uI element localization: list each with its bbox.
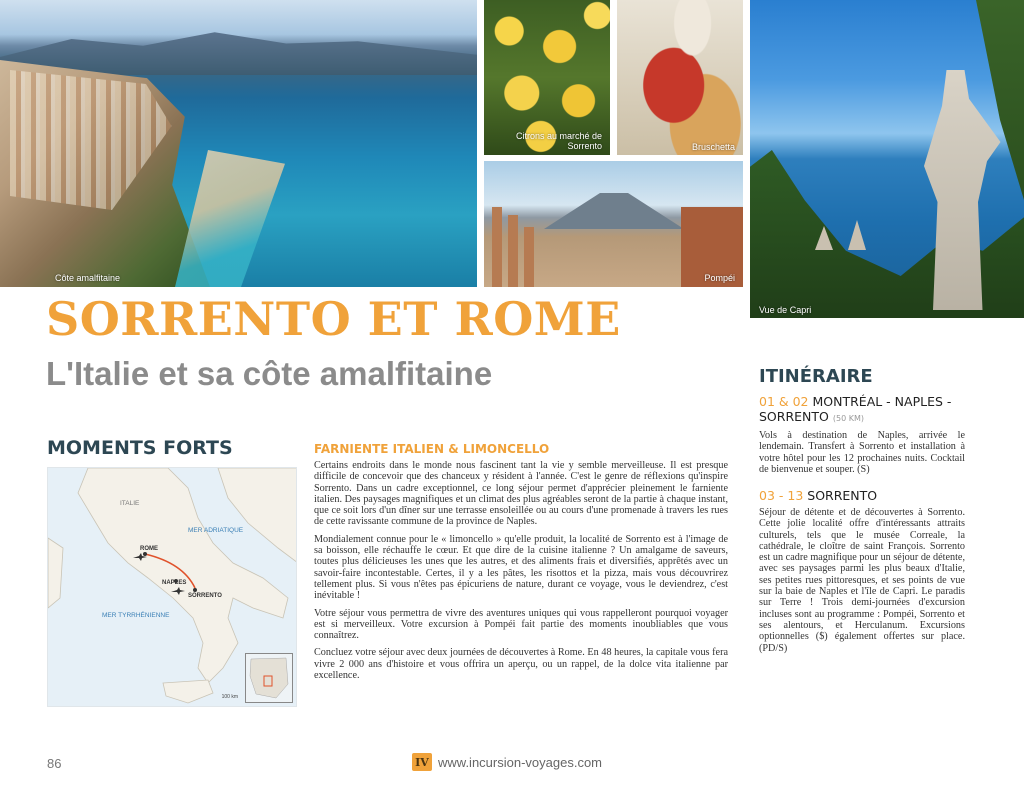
itinerary-day-number: 03 - 13 — [759, 488, 804, 503]
photo-caption: Bruschetta — [691, 142, 735, 152]
photo-caption: Pompéi — [704, 273, 735, 283]
capri-photo — [750, 0, 1024, 318]
itinerary-distance: (50 KM) — [832, 414, 864, 423]
itinerary-place: SORRENTO — [807, 488, 878, 503]
photo-caption: Citrons au marché de Sorrento — [515, 131, 602, 152]
article-paragraph: Mondialement connue pour le « limoncello » qu'elle produit, la localité de Sorrento est à l'image de sa boisson, elle réchauffe le cœur. Et que dire de la cuisine italienne ? Un amalgame de saveurs, toutes plus délicieuses les unes que les autres, et des aliments frais et diversifiés, apprêtés avec un savoir-faire incontestable. Certes, il y a les pâtes, les risottos et la pizza, mais vous découvrirez tellement plus. Si vous n'êtes pas épicuriens de nature, durant ce voyage, vous le deviendrez, c'est inévitable ! — [314, 533, 728, 602]
page-number: 86 — [47, 756, 62, 771]
article-heading: FARNIENTE ITALIEN & LIMONCELLO — [314, 442, 550, 456]
map-sea-label: MER TYRRHÉNIENNE — [102, 612, 170, 619]
bruschetta-photo — [617, 0, 743, 155]
itinerary-day-number: 01 & 02 — [759, 394, 809, 409]
map-city-label: SORRENTO — [188, 593, 222, 599]
brand-logo-icon: IV — [412, 753, 432, 771]
page-subtitle: L'Italie et sa côte amalfitaine — [46, 355, 493, 392]
pompeii-photo — [484, 161, 743, 287]
website-link[interactable]: www.incursion-voyages.com — [438, 754, 603, 770]
map-country-label: ITALIE — [120, 500, 140, 507]
footer — [412, 753, 602, 771]
itinerary-day — [759, 488, 965, 654]
article-paragraph: Concluez votre séjour avec deux journées de découvertes à Rome. En 48 heures, la capitale vous fera vivre 2 000 ans d'histoire et vous offrira un aperçu, ou un rappel, de la dolce vita italienne par excellence. — [314, 647, 728, 682]
moments-heading: MOMENTS FORTS — [47, 437, 233, 459]
itinerary-day — [759, 394, 965, 475]
map-inset — [245, 653, 293, 703]
itinerary-place: MONTRÉAL - NAPLES - SORRENTO — [759, 394, 952, 424]
amalfi-coast-photo — [0, 0, 477, 287]
article-paragraph: Certains endroits dans le monde nous fascinent tant la vie y semble merveilleuse. Il est presque difficile de concevoir que des chanceux y résident à l'année. C'est le genre de réflexions qu'inspire Sorrento. Dans un cadre exceptionnel, ce long séjour permet d'apprécier pleinement le farniente italien. Des paysages magnifiques et un climat des plus agréables seront de la partie à chaque instant, que ce soit lors d'un dîner sur une terrasse ensoleillée ou au cours d'une promenade à travers les rues de cette ravissante commune de la province de Naples. — [314, 460, 728, 528]
map-city-label: NAPLES — [162, 580, 187, 586]
map-city-label: ROME — [140, 546, 158, 552]
article-body — [314, 460, 728, 687]
itinerary-text: Vols à destination de Naples, arrivée le lendemain. Transfert à Sorrento et installation à votre hôtel pour les 12 prochaines nuits. Cocktail de bienvenue et souper. (S) — [759, 430, 965, 475]
itinerary-text: Séjour de détente et de découvertes à Sorrento. Cette jolie localité offre d'intéressants attraits culturels, tels que le musée Correale, la cathédrale, le cloître de saint François. Sorrento est un cadre magnifique pour un séjour de détente, avec ses paysages parmi les plus beaux d'Italie, ses petites rues pittoresques, et ses points de vue sur la baie de Naples et l'île de Capri. Le paradis sur Terre ! Trois demi-journées d'excursion incluses sont au programme : Pompéi, Sorrento et ses alentours, et Herculanum. Excursions optionnelles ($) également offertes sur place. (PD/S) — [759, 507, 965, 654]
photo-caption: Vue de Capri — [759, 305, 812, 315]
route-map — [47, 467, 297, 707]
map-scale: 100 km — [221, 694, 238, 700]
article-paragraph: Votre séjour vous permettra de vivre des aventures uniques qui vous rappelleront pourquoi voyager est si merveilleux. Votre excursion à Pompéi fait partie des moments inoubliables que vous connaîtrez. — [314, 607, 728, 642]
map-sea-label: MER ADRIATIQUE — [188, 527, 244, 534]
page-title: SORRENTO ET ROME — [46, 292, 621, 346]
itinerary-heading: ITINÉRAIRE — [759, 366, 873, 387]
lemons-photo — [484, 0, 610, 155]
photo-caption: Côte amalfitaine — [55, 273, 121, 283]
